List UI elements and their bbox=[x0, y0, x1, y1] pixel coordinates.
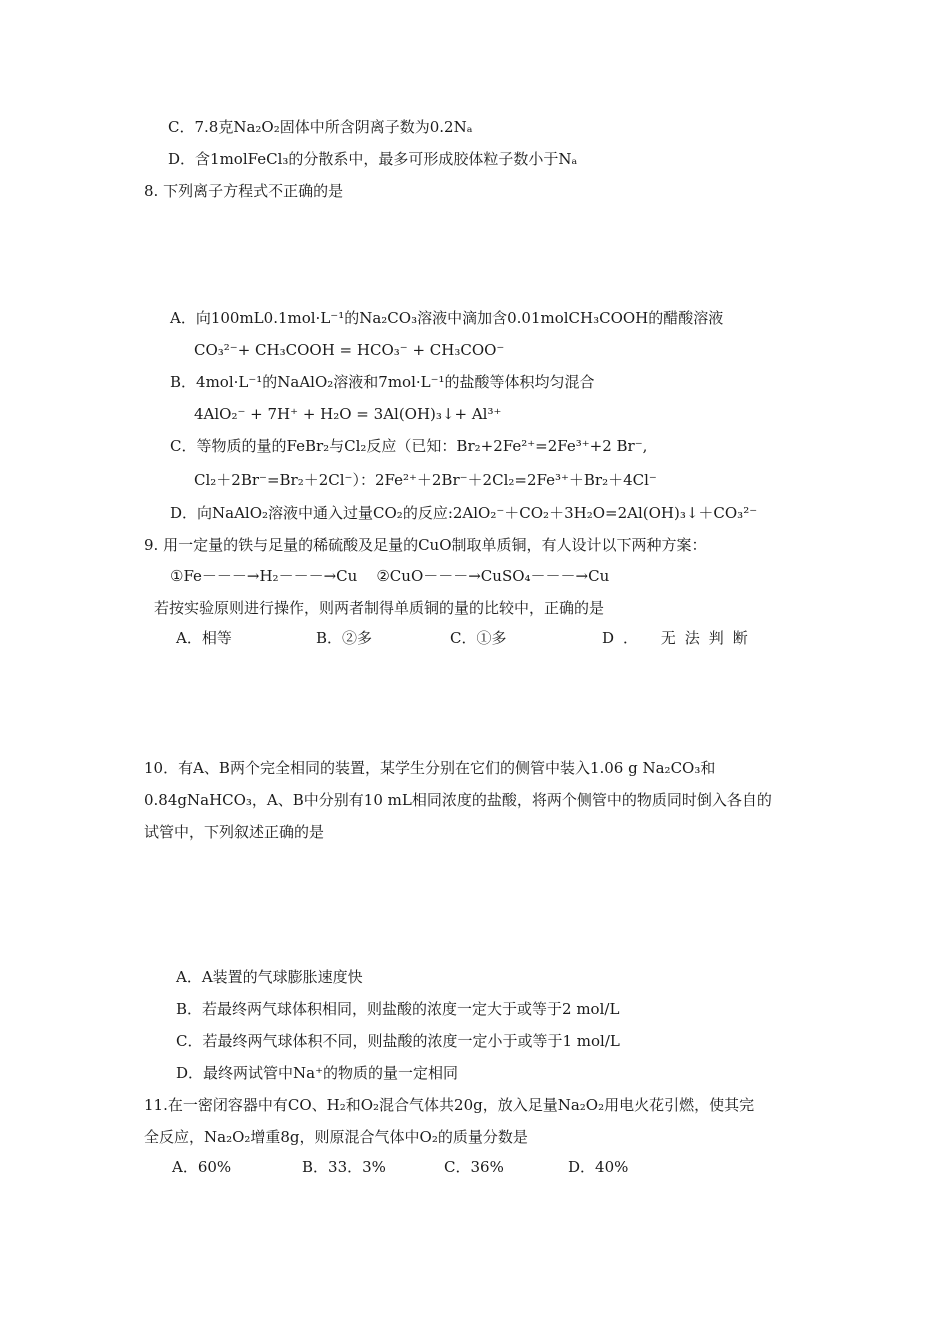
q10-option-c: C．若最终两气球体积不同，则盐酸的浓度一定小于或等于1 mol/L bbox=[176, 1032, 620, 1050]
q11-options bbox=[172, 1157, 672, 1181]
q9-question: 若按实验原则进行操作，则两者制得单质铜的量的比较中，正确的是 bbox=[154, 599, 605, 617]
q9-options bbox=[176, 628, 776, 652]
q7-option-d: D．含1molFeCl₃的分散系中，最多可形成胶体粒子数小于Nₐ bbox=[168, 150, 578, 168]
q10-stem-line-1: 10．有A、B两个完全相同的装置，某学生分别在它们的侧管中装入1.06 g Na₂CO₃和 bbox=[144, 759, 716, 777]
q11-option-b: B．33．3% bbox=[302, 1158, 386, 1176]
q10-option-a: A．A装置的气球膨胀速度快 bbox=[176, 968, 363, 986]
q9-schemes: ①Fe－－－→H₂－－－→Cu ②CuO－－－→CuSO₄－－－→Cu bbox=[170, 567, 610, 585]
q8-option-b: B．4mol·L⁻¹的NaAlO₂溶液和7mol·L⁻¹的盐酸等体积均匀混合 bbox=[170, 373, 595, 391]
q8-option-a: A．向100mL0.1mol·L⁻¹的Na₂CO₃溶液中滴加含0.01molCH₃COOH的醋酸溶液 bbox=[170, 309, 724, 327]
q11-stem-line-2: 全反应，Na₂O₂增重8g，则原混合气体中O₂的质量分数是 bbox=[144, 1128, 528, 1146]
q9-stem: 9. 用一定量的铁与足量的稀硫酸及足量的CuO制取单质铜，有人设计以下两种方案： bbox=[144, 536, 707, 554]
q11-option-a: A．60% bbox=[172, 1158, 232, 1176]
q9-option-b: B．②多 bbox=[316, 629, 373, 647]
q7-option-c: C．7.8克Na₂O₂固体中所含阴离子数为0.2Nₐ bbox=[168, 118, 473, 136]
q10-option-b: B．若最终两气球体积相同，则盐酸的浓度一定大于或等于2 mol/L bbox=[176, 1000, 620, 1018]
q8-stem: 8. 下列离子方程式不正确的是 bbox=[144, 182, 344, 200]
q8-option-c-equation: Cl₂＋2Br⁻=Br₂＋2Cl⁻）：2Fe²⁺＋2Br⁻＋2Cl₂=2Fe³⁺＋Br₂＋4Cl⁻ bbox=[194, 471, 657, 489]
q11-stem-line-1: 11.在一密闭容器中有CO、H₂和O₂混合气体共20g，放入足量Na₂O₂用电火花引燃，使其完 bbox=[144, 1096, 755, 1114]
q9-option-a: A．相等 bbox=[176, 629, 232, 647]
q8-option-b-equation: 4AlO₂⁻ + 7H⁺ + H₂O = 3Al(OH)₃↓+ Al³⁺ bbox=[194, 405, 502, 423]
q8-option-c: C．等物质的量的FeBr₂与Cl₂反应（已知：Br₂+2Fe²⁺=2Fe³⁺+2 Br⁻, bbox=[170, 437, 648, 455]
q11-option-c: C．36% bbox=[444, 1158, 504, 1176]
q9-option-c: C．①多 bbox=[450, 629, 507, 647]
q11-option-d: D．40% bbox=[568, 1158, 629, 1176]
q9-option-d: D． 无法判断 bbox=[602, 629, 757, 647]
q8-option-d: D．向NaAlO₂溶液中通入过量CO₂的反应:2AlO₂⁻＋CO₂＋3H₂O=2Al(OH)₃↓＋CO₃²⁻ bbox=[170, 504, 758, 522]
q10-option-d: D．最终两试管中Na⁺的物质的量一定相同 bbox=[176, 1064, 459, 1082]
q10-stem-line-3: 试管中，下列叙述正确的是 bbox=[144, 823, 325, 841]
q10-stem-line-2: 0.84gNaHCO₃，A、B中分别有10 mL相同浓度的盐酸，将两个侧管中的物质同时倒入各自的 bbox=[144, 791, 772, 809]
q8-option-a-equation: CO₃²⁻+ CH₃COOH = HCO₃⁻ + CH₃COO⁻ bbox=[194, 341, 505, 359]
